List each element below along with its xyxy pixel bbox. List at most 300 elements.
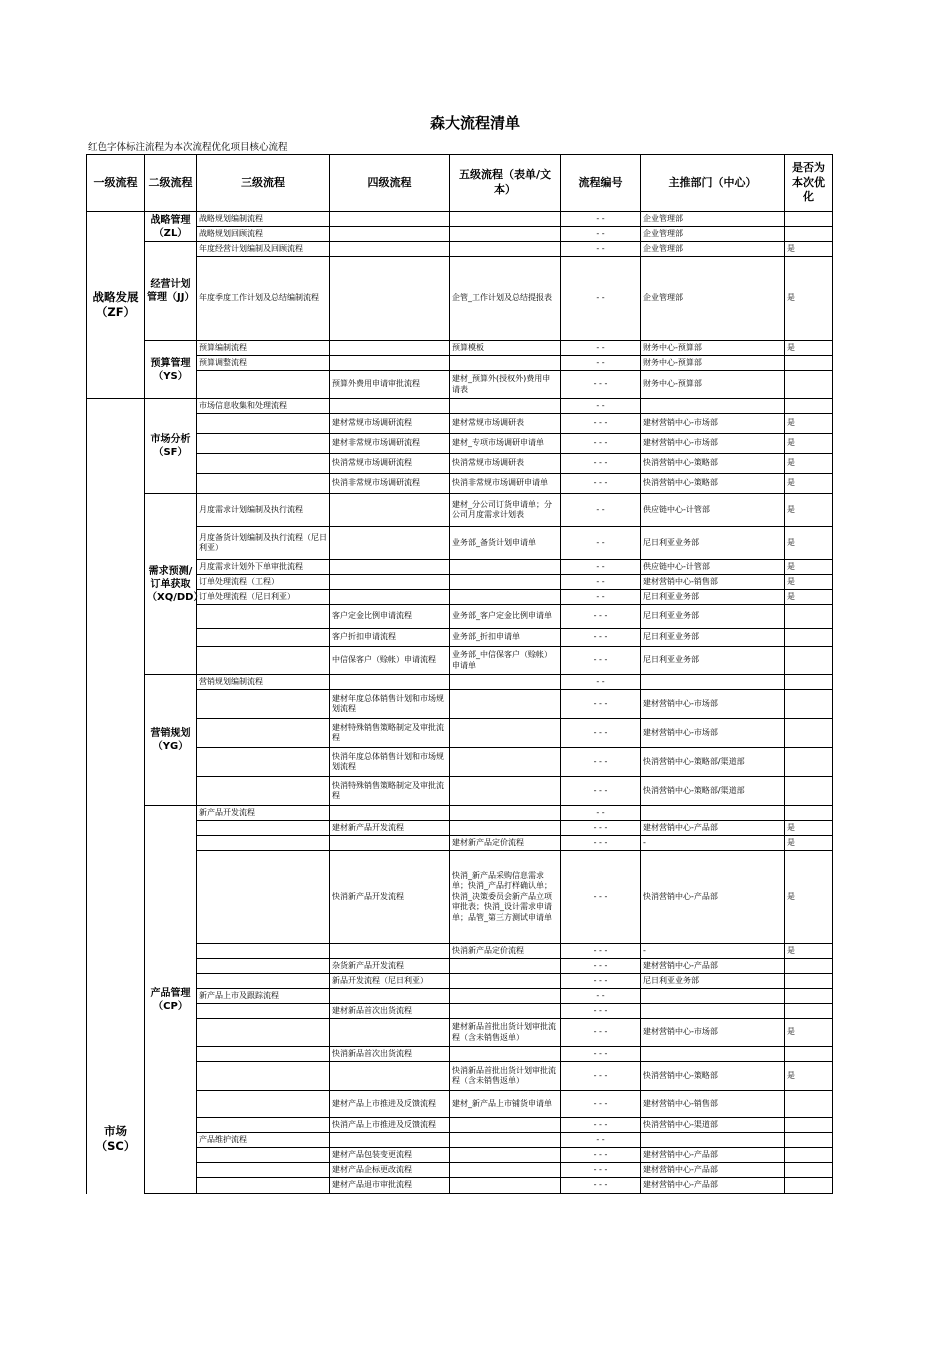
level5-form-cell — [450, 1047, 561, 1062]
department-cell: 尼日利亚业务部 — [641, 629, 785, 647]
level3-process-cell — [197, 629, 330, 647]
optimized-flag-cell: 是 — [785, 821, 833, 836]
level5-form-cell — [450, 399, 561, 414]
level3-process-cell — [197, 647, 330, 675]
table-row — [87, 629, 833, 647]
department-cell: - — [641, 944, 785, 959]
level5-form-cell — [450, 590, 561, 605]
col-header-optimized: 是否为本次优化 — [785, 155, 833, 212]
department-cell: 快消营销中心-渠道部 — [641, 1118, 785, 1133]
optimized-flag-cell — [785, 605, 833, 629]
level3-process-cell — [197, 1163, 330, 1178]
level3-process-cell: 订单处理流程（尼日利亚） — [197, 590, 330, 605]
department-cell: 建材营销中心-销售部 — [641, 1091, 785, 1118]
level5-form-cell — [450, 560, 561, 575]
level5-form-cell: 企管_工作计划及总结提报表 — [450, 257, 561, 341]
table-row — [87, 1133, 833, 1148]
process-code-cell: - - — [561, 806, 641, 821]
optimized-flag-cell — [785, 356, 833, 371]
optimized-flag-cell — [785, 399, 833, 414]
level5-form-cell — [450, 1004, 561, 1019]
level5-form-cell — [450, 227, 561, 242]
level4-process-cell — [330, 212, 450, 227]
level4-process-cell — [330, 590, 450, 605]
level4-process-cell — [330, 560, 450, 575]
level4-process-cell: 建材特殊销售策略制定及审批流程 — [330, 719, 450, 748]
level3-process-cell — [197, 821, 330, 836]
table-row — [87, 974, 833, 989]
level3-process-cell: 战略规划编制流程 — [197, 212, 330, 227]
level4-process-cell: 快消产品上市推进及反馈流程 — [330, 1118, 450, 1133]
table-row — [87, 227, 833, 242]
table-row — [87, 399, 833, 414]
process-code-cell: - - - — [561, 1163, 641, 1178]
level5-form-cell — [450, 1118, 561, 1133]
level5-form-cell: 建材_预算外(授权外)费用申请表 — [450, 371, 561, 399]
level5-form-cell: 业务部_客户定金比例申请单 — [450, 605, 561, 629]
level5-form-cell — [450, 748, 561, 777]
department-cell: - — [641, 836, 785, 851]
level5-form-cell: 快消_新产品采购信息需求单；快消_产品打样确认单；快消_决策委员会新产品立项审批表；快消_设计需求申请单；品管_第三方测试申请单 — [450, 851, 561, 944]
level5-form-cell — [450, 1163, 561, 1178]
table-row — [87, 212, 833, 227]
optimized-flag-cell — [785, 777, 833, 806]
col-header-l2: 二级流程 — [145, 155, 197, 212]
table-row — [87, 1091, 833, 1118]
level2-process-cell: 经营计划管理（JJ） — [145, 242, 197, 341]
level4-process-cell: 客户定金比例申请流程 — [330, 605, 450, 629]
level4-process-cell: 快消常规市场调研流程 — [330, 454, 450, 474]
process-code-cell: - - - — [561, 1118, 641, 1133]
optimized-flag-cell — [785, 629, 833, 647]
department-cell — [641, 1133, 785, 1148]
level5-form-cell — [450, 575, 561, 590]
level4-process-cell — [330, 575, 450, 590]
process-code-cell: - - — [561, 356, 641, 371]
level5-form-cell: 建材常规市场调研表 — [450, 414, 561, 434]
table-row — [87, 836, 833, 851]
table-row — [87, 494, 833, 527]
department-cell: 建材营销中心-市场部 — [641, 1019, 785, 1047]
process-code-cell: - - — [561, 257, 641, 341]
process-code-cell: - - - — [561, 821, 641, 836]
process-code-cell: - - - — [561, 974, 641, 989]
optimized-flag-cell — [785, 1091, 833, 1118]
optimized-flag-cell: 是 — [785, 341, 833, 356]
table-row — [87, 1163, 833, 1178]
level3-process-cell — [197, 1004, 330, 1019]
level2-process-cell: 战略管理（ZL） — [145, 212, 197, 242]
optimized-flag-cell: 是 — [785, 1019, 833, 1047]
process-code-cell: - - - — [561, 629, 641, 647]
department-cell: 快消营销中心-策略部/渠道部 — [641, 748, 785, 777]
level4-process-cell — [330, 806, 450, 821]
level4-process-cell: 建材产品上市推进及反馈流程 — [330, 1091, 450, 1118]
department-cell: 供应链中心-计管部 — [641, 494, 785, 527]
process-code-cell: - - — [561, 399, 641, 414]
level4-process-cell — [330, 356, 450, 371]
level3-process-cell: 月度需求计划编制及执行流程 — [197, 494, 330, 527]
optimized-flag-cell — [785, 1178, 833, 1194]
department-cell — [641, 1004, 785, 1019]
process-code-cell: - - - — [561, 474, 641, 494]
level5-form-cell — [450, 1178, 561, 1194]
level4-process-cell: 快消特殊销售策略制定及审批流程 — [330, 777, 450, 806]
department-cell: 建材营销中心-销售部 — [641, 575, 785, 590]
department-cell: 建材营销中心-市场部 — [641, 719, 785, 748]
level4-process-cell: 快消新品首次出货流程 — [330, 1047, 450, 1062]
process-code-cell: - - - — [561, 719, 641, 748]
optimized-flag-cell: 是 — [785, 560, 833, 575]
department-cell: 尼日利亚业务部 — [641, 605, 785, 629]
optimized-flag-cell — [785, 1148, 833, 1163]
department-cell: 建材营销中心-市场部 — [641, 690, 785, 719]
process-code-cell: - - — [561, 1133, 641, 1148]
level4-process-cell — [330, 242, 450, 257]
table-row — [87, 675, 833, 690]
table-row — [87, 257, 833, 341]
process-code-cell: - - - — [561, 1148, 641, 1163]
department-cell: 企业管理部 — [641, 242, 785, 257]
level4-process-cell: 建材新产品开发流程 — [330, 821, 450, 836]
optimized-flag-cell: 是 — [785, 454, 833, 474]
level3-process-cell: 新产品开发流程 — [197, 806, 330, 821]
level5-form-cell: 业务部_折扣申请单 — [450, 629, 561, 647]
optimized-flag-cell — [785, 1163, 833, 1178]
document-title: 森大流程清单 — [429, 114, 520, 132]
optimized-flag-cell: 是 — [785, 434, 833, 454]
level4-process-cell — [330, 399, 450, 414]
level3-process-cell — [197, 851, 330, 944]
table-row — [87, 719, 833, 748]
level3-process-cell — [197, 777, 330, 806]
col-header-l1: 一级流程 — [87, 155, 145, 212]
level5-form-cell — [450, 356, 561, 371]
optimized-flag-cell — [785, 1047, 833, 1062]
table-row — [87, 690, 833, 719]
table-body — [87, 212, 833, 1194]
level4-process-cell: 预算外费用申请审批流程 — [330, 371, 450, 399]
department-cell: 供应链中心-计管部 — [641, 560, 785, 575]
level5-form-cell: 预算模板 — [450, 341, 561, 356]
department-cell: 快消营销中心-策略部 — [641, 454, 785, 474]
level5-form-cell — [450, 212, 561, 227]
col-header-l3: 三级流程 — [197, 155, 330, 212]
level3-process-cell: 战略规划回顾流程 — [197, 227, 330, 242]
level5-form-cell — [450, 1148, 561, 1163]
level2-process-cell: 产品管理（CP） — [145, 806, 197, 1194]
level3-process-cell — [197, 371, 330, 399]
col-header-dept: 主推部门（中心） — [641, 155, 785, 212]
table-row — [87, 575, 833, 590]
optimized-flag-cell — [785, 1004, 833, 1019]
table-row — [87, 1148, 833, 1163]
process-code-cell: - - - — [561, 454, 641, 474]
process-code-cell: - - — [561, 242, 641, 257]
process-code-cell: - - - — [561, 836, 641, 851]
department-cell: 快消营销中心-策略部/渠道部 — [641, 777, 785, 806]
department-cell — [641, 675, 785, 690]
department-cell: 企业管理部 — [641, 227, 785, 242]
level4-process-cell — [330, 836, 450, 851]
process-code-cell: - - - — [561, 414, 641, 434]
level5-form-cell: 建材_新产品上市铺货申请单 — [450, 1091, 561, 1118]
level1-process-cell: 战略发展（ZF） — [87, 212, 145, 399]
level3-process-cell — [197, 959, 330, 974]
table-row — [87, 647, 833, 675]
level5-form-cell — [450, 989, 561, 1004]
process-code-cell: - - - — [561, 1019, 641, 1047]
department-cell — [641, 399, 785, 414]
level4-process-cell — [330, 989, 450, 1004]
process-code-cell: - - — [561, 590, 641, 605]
level5-form-cell — [450, 959, 561, 974]
department-cell — [641, 1047, 785, 1062]
level1-process-cell: 市场（SC） — [87, 399, 145, 1194]
table-row — [87, 371, 833, 399]
level5-form-cell: 建材_分公司订货申请单；分公司月度需求计划表 — [450, 494, 561, 527]
table-row — [87, 851, 833, 944]
department-cell — [641, 806, 785, 821]
level3-process-cell — [197, 605, 330, 629]
table-row — [87, 1062, 833, 1091]
level3-process-cell: 月度备货计划编制及执行流程（尼日利亚） — [197, 527, 330, 560]
level5-form-cell: 建材新品首批出货计划审批流程（含未销售返单） — [450, 1019, 561, 1047]
level4-process-cell: 快消年度总体销售计划和市场规划流程 — [330, 748, 450, 777]
level3-process-cell: 年度季度工作计划及总结编制流程 — [197, 257, 330, 341]
level2-process-cell: 需求预测/订单获取（XQ/DD） — [145, 494, 197, 675]
table-row — [87, 605, 833, 629]
department-cell: 企业管理部 — [641, 212, 785, 227]
table-row — [87, 806, 833, 821]
level4-process-cell: 建材常规市场调研流程 — [330, 414, 450, 434]
level4-process-cell: 建材产品企标更改流程 — [330, 1163, 450, 1178]
level5-form-cell: 建材_专项市场调研申请单 — [450, 434, 561, 454]
level4-process-cell — [330, 944, 450, 959]
level4-process-cell — [330, 1062, 450, 1091]
col-header-code: 流程编号 — [561, 155, 641, 212]
process-code-cell: - - - — [561, 1091, 641, 1118]
level5-form-cell — [450, 242, 561, 257]
department-cell: 建材营销中心-产品部 — [641, 1163, 785, 1178]
department-cell: 快消营销中心-策略部 — [641, 474, 785, 494]
table-row — [87, 989, 833, 1004]
optimized-flag-cell: 是 — [785, 1062, 833, 1091]
process-code-cell: - - — [561, 575, 641, 590]
table-row — [87, 777, 833, 806]
department-cell: 建材营销中心-市场部 — [641, 414, 785, 434]
process-code-cell: - - - — [561, 944, 641, 959]
department-cell: 建材营销中心-产品部 — [641, 821, 785, 836]
level5-form-cell: 业务部_备货计划申请单 — [450, 527, 561, 560]
table-row — [87, 1118, 833, 1133]
level3-process-cell: 年度经营计划编制及回顾流程 — [197, 242, 330, 257]
optimized-flag-cell — [785, 974, 833, 989]
table-row — [87, 242, 833, 257]
process-table — [86, 154, 833, 1194]
level4-process-cell — [330, 341, 450, 356]
optimized-flag-cell — [785, 227, 833, 242]
level3-process-cell — [197, 944, 330, 959]
table-row — [87, 341, 833, 356]
department-cell: 尼日利亚业务部 — [641, 590, 785, 605]
level4-process-cell: 新品开发流程（尼日利亚） — [330, 974, 450, 989]
header-row — [87, 155, 833, 212]
level4-process-cell: 杂货新产品开发流程 — [330, 959, 450, 974]
department-cell — [641, 989, 785, 1004]
level3-process-cell: 预算调整流程 — [197, 356, 330, 371]
table-row — [87, 474, 833, 494]
table-row — [87, 356, 833, 371]
process-code-cell: - - - — [561, 605, 641, 629]
department-cell: 财务中心-预算部 — [641, 356, 785, 371]
level3-process-cell — [197, 1148, 330, 1163]
level4-process-cell: 中信保客户（赊帐）申请流程 — [330, 647, 450, 675]
level3-process-cell — [197, 719, 330, 748]
optimized-flag-cell: 是 — [785, 494, 833, 527]
level2-process-cell: 预算管理（YS） — [145, 341, 197, 399]
department-cell: 企业管理部 — [641, 257, 785, 341]
table-row — [87, 434, 833, 454]
level3-process-cell — [197, 974, 330, 989]
department-cell: 尼日利亚业务部 — [641, 527, 785, 560]
level2-process-cell: 营销规划（YG） — [145, 675, 197, 806]
process-code-cell: - - — [561, 227, 641, 242]
process-code-cell: - - — [561, 527, 641, 560]
process-code-cell: - - - — [561, 371, 641, 399]
department-cell: 建材营销中心-产品部 — [641, 1148, 785, 1163]
process-code-cell: - - — [561, 494, 641, 527]
department-cell: 建材营销中心-产品部 — [641, 959, 785, 974]
table-row — [87, 1019, 833, 1047]
level3-process-cell — [197, 1178, 330, 1194]
level5-form-cell — [450, 690, 561, 719]
optimized-flag-cell: 是 — [785, 590, 833, 605]
table-row — [87, 959, 833, 974]
process-code-cell: - - - — [561, 748, 641, 777]
optimized-flag-cell — [785, 371, 833, 399]
level5-form-cell: 业务部_中信保客户（赊帐）申请单 — [450, 647, 561, 675]
table-row — [87, 1178, 833, 1194]
level3-process-cell — [197, 414, 330, 434]
optimized-flag-cell: 是 — [785, 851, 833, 944]
level3-process-cell — [197, 690, 330, 719]
department-cell: 尼日利亚业务部 — [641, 974, 785, 989]
process-code-cell: - - - — [561, 690, 641, 719]
level4-process-cell: 建材年度总体销售计划和市场规划流程 — [330, 690, 450, 719]
level3-process-cell — [197, 1118, 330, 1133]
optimized-flag-cell — [785, 806, 833, 821]
level3-process-cell: 产品维护流程 — [197, 1133, 330, 1148]
level4-process-cell — [330, 1133, 450, 1148]
level4-process-cell — [330, 257, 450, 341]
level5-form-cell: 快消新品首批出货计划审批流程（含未销售返单） — [450, 1062, 561, 1091]
table-row — [87, 944, 833, 959]
level3-process-cell — [197, 1019, 330, 1047]
level3-process-cell — [197, 454, 330, 474]
process-code-cell: - - - — [561, 434, 641, 454]
level3-process-cell: 营销规划编制流程 — [197, 675, 330, 690]
level5-form-cell — [450, 1133, 561, 1148]
level5-form-cell — [450, 821, 561, 836]
process-code-cell: - - — [561, 212, 641, 227]
process-code-cell: - - - — [561, 959, 641, 974]
level5-form-cell: 建材新产品定价流程 — [450, 836, 561, 851]
department-cell: 财务中心-预算部 — [641, 371, 785, 399]
level3-process-cell — [197, 1047, 330, 1062]
optimized-flag-cell: 是 — [785, 242, 833, 257]
level3-process-cell — [197, 1091, 330, 1118]
level5-form-cell — [450, 777, 561, 806]
optimized-flag-cell — [785, 1118, 833, 1133]
optimized-flag-cell — [785, 1133, 833, 1148]
level3-process-cell — [197, 474, 330, 494]
level3-process-cell: 预算编制流程 — [197, 341, 330, 356]
table-row — [87, 1004, 833, 1019]
process-code-cell: - - - — [561, 1047, 641, 1062]
level3-process-cell — [197, 836, 330, 851]
col-header-l4: 四级流程 — [330, 155, 450, 212]
optimized-flag-cell: 是 — [785, 527, 833, 560]
optimized-flag-cell: 是 — [785, 257, 833, 341]
level4-process-cell — [330, 527, 450, 560]
department-cell: 快消营销中心-策略部 — [641, 1062, 785, 1091]
department-cell: 建材营销中心-产品部 — [641, 1178, 785, 1194]
level2-process-cell: 市场分析（SF） — [145, 399, 197, 494]
level4-process-cell — [330, 494, 450, 527]
col-header-l5: 五级流程（表单/文本） — [450, 155, 561, 212]
table-row — [87, 414, 833, 434]
process-code-cell: - - - — [561, 1004, 641, 1019]
process-code-cell: - - — [561, 341, 641, 356]
department-cell: 财务中心-预算部 — [641, 341, 785, 356]
level5-form-cell — [450, 675, 561, 690]
table-row — [87, 1047, 833, 1062]
optimized-flag-cell: 是 — [785, 836, 833, 851]
level4-process-cell: 建材产品退市审批流程 — [330, 1178, 450, 1194]
level4-process-cell — [330, 675, 450, 690]
optimized-flag-cell — [785, 690, 833, 719]
process-code-cell: - - - — [561, 647, 641, 675]
level5-form-cell: 快消常规市场调研表 — [450, 454, 561, 474]
level3-process-cell — [197, 748, 330, 777]
optimized-flag-cell — [785, 719, 833, 748]
department-cell: 尼日利亚业务部 — [641, 647, 785, 675]
process-code-cell: - - - — [561, 851, 641, 944]
table-row — [87, 821, 833, 836]
level4-process-cell — [330, 1019, 450, 1047]
process-code-cell: - - — [561, 560, 641, 575]
level4-process-cell: 快消非常规市场调研流程 — [330, 474, 450, 494]
department-cell: 快消营销中心-产品部 — [641, 851, 785, 944]
level4-process-cell: 建材新品首次出货流程 — [330, 1004, 450, 1019]
optimized-flag-cell: 是 — [785, 575, 833, 590]
optimized-flag-cell: 是 — [785, 944, 833, 959]
level5-form-cell: 快消非常规市场调研申请单 — [450, 474, 561, 494]
process-code-cell: - - - — [561, 777, 641, 806]
table-row — [87, 560, 833, 575]
table-row — [87, 527, 833, 560]
level4-process-cell: 快消新产品开发流程 — [330, 851, 450, 944]
level4-process-cell: 建材非常规市场调研流程 — [330, 434, 450, 454]
optimized-flag-cell: 是 — [785, 474, 833, 494]
optimized-flag-cell — [785, 675, 833, 690]
level3-process-cell: 订单处理流程（工程） — [197, 575, 330, 590]
table-row — [87, 748, 833, 777]
level5-form-cell — [450, 974, 561, 989]
optimized-flag-cell: 是 — [785, 414, 833, 434]
process-code-cell: - - — [561, 675, 641, 690]
